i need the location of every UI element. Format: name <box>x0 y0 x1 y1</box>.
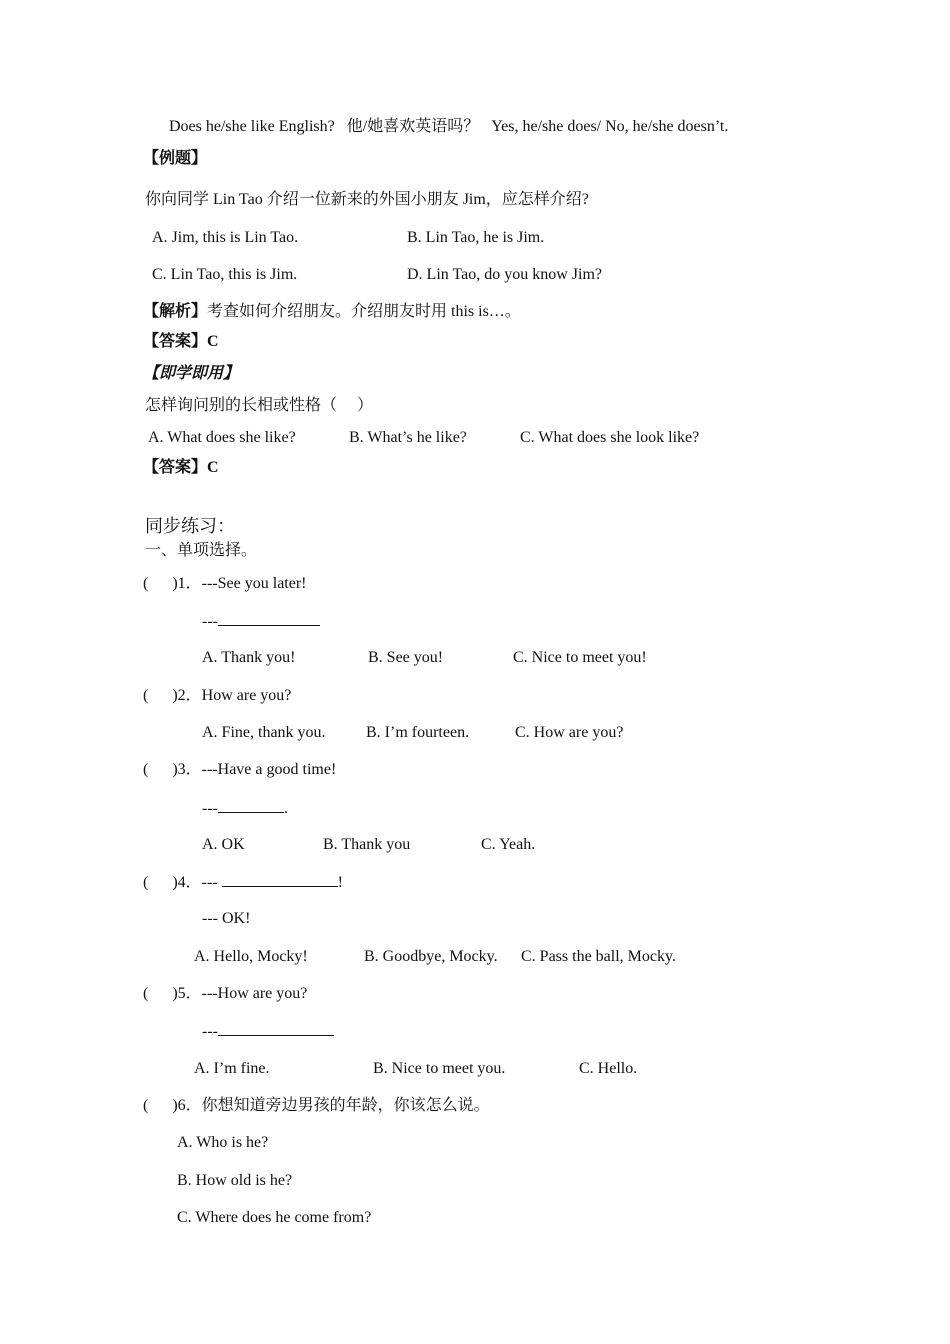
exercise-title: 同步练习： <box>145 516 235 536</box>
example-option-d: D. Lin Tao, do you know Jim? <box>407 266 603 283</box>
practice-option-a: A. What does she like? <box>148 429 296 446</box>
q4-option-c: C. Pass the ball, Mocky. <box>521 948 676 965</box>
question-1: ( )1．---See you later! <box>143 575 307 592</box>
answer-blank <box>218 798 284 813</box>
q1-option-c: C. Nice to meet you! <box>513 649 647 666</box>
q2-option-c: C. How are you? <box>515 724 624 741</box>
analysis-tag: 【解析】 <box>143 303 208 320</box>
example-option-a: A. Jim, this is Lin Tao. <box>152 229 299 246</box>
question-1-reply <box>202 611 320 632</box>
question-4 <box>143 872 343 893</box>
question-5-reply <box>202 1021 334 1042</box>
example-heading: 【例题】 <box>143 150 208 167</box>
question-2: ( )2．How are you? <box>143 687 292 704</box>
answer-blank <box>218 611 320 626</box>
question-4-end: ! <box>337 874 343 891</box>
answer-value: C <box>207 459 219 476</box>
practice-answer <box>143 458 219 478</box>
intro-line: Does he/she like English? 他/她喜欢英语吗？ Yes, he/she does/ No, he/she doesn’t. <box>169 118 729 135</box>
answer-blank <box>222 872 338 887</box>
q6-option-c: C. Where does he come from? <box>177 1209 372 1226</box>
question-3-reply <box>202 798 288 819</box>
example-option-c: C. Lin Tao, this is Jim. <box>152 266 298 283</box>
q3-option-b: B. Thank you <box>323 836 411 853</box>
example-option-b: B. Lin Tao, he is Jim. <box>407 229 545 246</box>
q1-option-b: B. See you! <box>368 649 444 666</box>
q6-option-b: B. How old is he? <box>177 1172 293 1189</box>
reply-end: . <box>283 800 288 817</box>
reply-prefix: --- <box>202 800 218 817</box>
question-5: ( )5．---How are you? <box>143 985 308 1002</box>
q5-option-c: C. Hello. <box>579 1060 638 1077</box>
question-4-reply: --- OK! <box>202 910 251 927</box>
practice-heading: 【即学即用】 <box>143 365 240 382</box>
q2-option-a: A. Fine, thank you. <box>202 724 326 741</box>
practice-question: 怎样询问别的长相或性格（ ） <box>145 397 374 414</box>
answer-tag: 【答案】 <box>143 333 208 350</box>
example-question: 你向同学 Lin Tao 介绍一位新来的外国小朋友 Jim，应怎样介绍? <box>145 191 589 208</box>
answer-tag: 【答案】 <box>143 459 208 476</box>
q3-option-c: C. Yeah. <box>481 836 536 853</box>
example-analysis <box>143 302 521 322</box>
q4-option-a: A. Hello, Mocky! <box>194 948 308 965</box>
question-6: ( )6．你想知道旁边男孩的年龄，你该怎么说。 <box>143 1097 490 1114</box>
question-4-stem: ( )4．--- <box>143 874 222 891</box>
analysis-text: 考查如何介绍朋友。介绍朋友时用 this is…。 <box>207 303 521 320</box>
example-answer <box>143 332 219 352</box>
answer-blank <box>218 1021 334 1036</box>
q6-option-a: A. Who is he? <box>177 1134 269 1151</box>
exercise-section: 一、单项选择。 <box>145 542 258 559</box>
reply-prefix: --- <box>202 1023 218 1040</box>
q1-option-a: A. Thank you! <box>202 649 296 666</box>
q2-option-b: B. I’m fourteen. <box>366 724 470 741</box>
q5-option-b: B. Nice to meet you. <box>373 1060 506 1077</box>
reply-prefix: --- <box>202 613 218 630</box>
practice-option-c: C. What does she look like? <box>520 429 700 446</box>
q3-option-a: A. OK <box>202 836 245 853</box>
q5-option-a: A. I’m fine. <box>194 1060 270 1077</box>
q4-option-b: B. Goodbye, Mocky. <box>364 948 498 965</box>
answer-value: C <box>207 333 219 350</box>
practice-option-b: B. What’s he like? <box>349 429 467 446</box>
question-3: ( )3．---Have a good time! <box>143 761 337 778</box>
